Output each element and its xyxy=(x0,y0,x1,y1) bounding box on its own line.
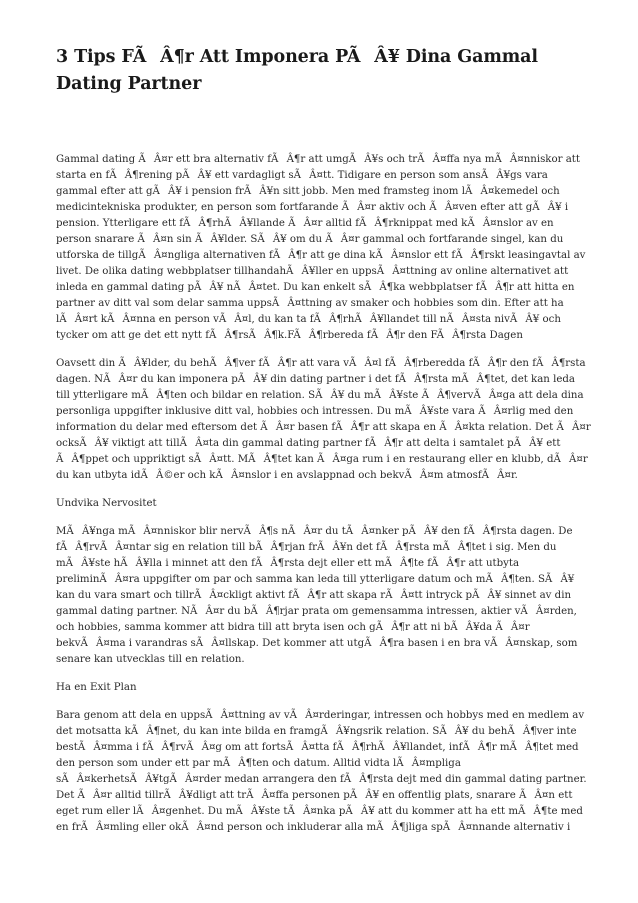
paragraph-first-date: Oavsett din ÃÂ¥lder, du behÃÂ¶ver fÃÂ¶r att vara vÃÂ¤l fÃÂ¶rberedda fÃÂ¶r den fÃÂ¶rsta dagen. NÃÂ¤r du kan imponera pÃÂ¥ din dating partner i det fÃÂ¶rsta mÃÂ¶tet, det kan leda till ytterligare mÃÂ¶ten och bildar en relation. SÃÂ¥ du mÃÂ¥ste ÃÂ¶vervÃÂ¤ga att dela dina personliga uppgifter inklusive ditt val, hobbies och intressen. Du mÃÂ¥ste vara ÃÂ¤rlig med den information du delar med eftersom det ÃÂ¤r basen fÃÂ¶r att skapa en ÃÂ¤kta relation. Det ÃÂ¤r ocksÃÂ¥ viktigt att tillÃÂ¤ta din gammal dating partner fÃÂ¶r att delta i samtalet pÃÂ¥ ett ÃÂ¶ppet och uppriktigt sÃÂ¤tt. MÃÂ¶tet kan ÃÂ¤ga rum i en restaurang eller en klubb, dÃÂ¤r du kan utbyta idÃÂ©er och kÃÂ¤nslor i en avslappnad och bekvÃÂ¤m atmosfÃÂ¤r. xyxy=(56,358,591,481)
section-heading-exit-plan: Ha en Exit Plan xyxy=(56,682,137,693)
paragraph-exit-plan: Bara genom att dela en uppsÃÂ¤ttning av vÃÂ¤rderingar, intressen och hobbys med en medlem av det motsatta kÃÂ¶net, du kan inte bilda en framgÃÂ¥ngsrik relation. SÃÂ¥ du behÃÂ¶ver inte bestÃÂ¤mma i fÃÂ¶rvÃÂ¤g om att fortsÃÂ¤tta fÃÂ¶rhÃÂ¥llandet, infÃÂ¶r mÃÂ¶tet med den person som under ett par mÃÂ¶ten och datum. Alltid vidta lÃÂ¤mpliga sÃÂ¤kerhetsÃÂ¥tgÃÂ¤rder medan arrangera den fÃÂ¶rsta dejt med din gammal dating partner. Det ÃÂ¤r alltid tillrÃÂ¥dligt att trÃÂ¤ffa personen pÃÂ¥ en offentlig plats, snarare ÃÂ¤n ett eget rum eller lÃÂ¤genhet. Du mÃÂ¥ste tÃÂ¤nka pÃÂ¥ att du kommer att ha ett mÃÂ¶te med en frÃÂ¤mling eller okÃÂ¤nd person och inkluderar alla mÃÂ¶jliga spÃÂ¤nnande alternativ i xyxy=(56,710,587,833)
document-body xyxy=(56,152,592,836)
paragraph-intro: Gammal dating ÃÂ¤r ett bra alternativ fÃÂ¶r att umgÃÂ¥s och trÃÂ¤ffa nya mÃÂ¤nniskor att starta en fÃÂ¶rening pÃÂ¥ ett vardagligt sÃÂ¤tt. Tidigare en person som ansÃÂ¥gs vara gammal efter att gÃÂ¥ i pension frÃÂ¥n sitt jobb. Men med framsteg inom lÃÂ¤kemedel och medicintekniska produkter, en person som fortfarande ÃÂ¤r aktiv och ÃÂ¤ven efter att gÃÂ¥ i pension. Ytterligare ett fÃÂ¶rhÃÂ¥llande ÃÂ¤r alltid fÃÂ¶rknippat med kÃÂ¤nslor av en person snarare ÃÂ¤n sin ÃÂ¥lder. SÃÂ¥ om du ÃÂ¤r gammal och fortfarande singel, kan du utforska de tillgÃÂ¤ngliga alternativen fÃÂ¶r att ge dina kÃÂ¤nslor ett fÃÂ¶rskt leasingavtal av livet. De olika dating webbplatser tillhandahÃÂ¥ller en uppsÃÂ¤ttning av online alternativet att inleda en gammal dating pÃÂ¥ nÃÂ¤tet. Du kan enkelt sÃÂ¶ka webbplatser fÃÂ¶r att hitta en partner av ditt val som delar samma uppsÃÂ¤ttning av smaker och hobbies som din. Efter att ha lÃÂ¤rt kÃÂ¤nna en person vÃÂ¤l, du kan ta fÃÂ¶rhÃÂ¥llandet till nÃÂ¤sta nivÃÂ¥ och tycker om att ge det ett nytt fÃÂ¶rsÃÂ¶k.FÃÂ¶rbereda fÃÂ¶r den FÃÂ¶rsta Dagen xyxy=(56,154,586,341)
document-title: 3 Tips FÃÂ¶r Att Imponera PÃÂ¥ Dina Gammal Dating Partner xyxy=(56,47,538,94)
paragraph-nervousness: MÃÂ¥nga mÃÂ¤nniskor blir nervÃÂ¶s nÃÂ¤r du tÃÂ¤nker pÃÂ¥ den fÃÂ¶rsta dagen. De fÃÂ¶rvÃÂ¤ntar sig en relation till bÃÂ¶rjan frÃÂ¥n det fÃÂ¶rsta mÃÂ¶tet i sig. Men du mÃÂ¥ste hÃÂ¥lla i minnet att den fÃÂ¶rsta dejt eller ett mÃÂ¶te fÃÂ¶r att utbyta preliminÃÂ¤ra uppgifter om par och samma kan leda till ytterligare datum och mÃÂ¶ten. SÃÂ¥ kan du vara smart och tillrÃÂ¤ckligt aktivt fÃÂ¶r att skapa rÃÂ¤tt intryck pÃÂ¥ sinnet av din gammal dating partner. NÃÂ¤r du bÃÂ¶rjar prata om gemensamma intressen, aktier vÃÂ¤rden, och hobbies, samma kommer att bidra till att bryta isen och gÃÂ¶r att ni bÃÂ¥da ÃÂ¤r bekvÃÂ¤ma i varandras sÃÂ¤llskap. Det kommer att utgÃÂ¶ra basen i en bra vÃÂ¤nskap, som senare kan utvecklas till en relation. xyxy=(56,526,578,665)
section-heading-avoid-nervousness: Undvika Nervositet xyxy=(56,498,157,509)
